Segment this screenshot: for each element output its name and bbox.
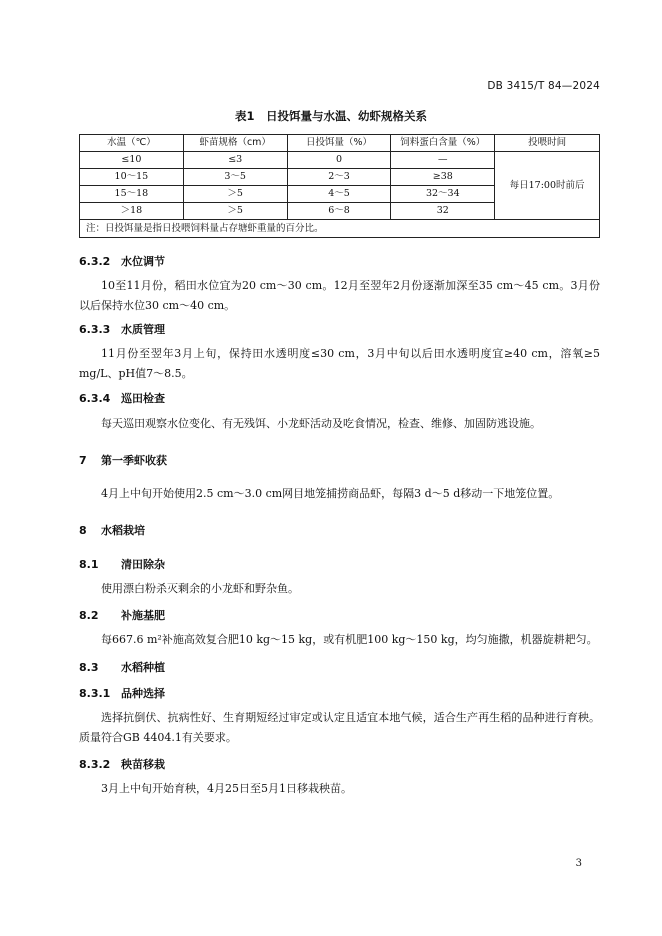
table-note-row: [80, 220, 600, 238]
section-title: 水稻栽培: [101, 524, 145, 537]
table-row: [80, 152, 600, 169]
column-header: 日投饵量（%）: [287, 135, 391, 152]
column-header: 水温（℃）: [80, 135, 184, 152]
section-heading-8-3-2: [79, 756, 165, 772]
table-cell: ≤10: [80, 152, 184, 169]
column-header: 饲料蛋白含量（%）: [391, 135, 495, 152]
document-code: DB 3415/T 84—2024: [487, 80, 600, 92]
column-header: 虾苗规格（cm）: [183, 135, 287, 152]
table-cell: 32～34: [391, 186, 495, 203]
feeding-time-cell: 每日17:00时前后: [495, 152, 600, 220]
section-title: 品种选择: [121, 687, 165, 700]
section-paragraph-6-3-2: 10至11月份，稻田水位宜为20 cm～30 cm。12月至翌年2月份逐渐加深至35 cm～45 cm。3月份以后保持水位30 cm～40 cm。: [79, 279, 600, 312]
table-header-row: [80, 135, 600, 152]
section-heading-7: [79, 452, 167, 468]
section-paragraph-8-3-2: 3月上中旬开始育秧，4月25日至5月1日移栽秧苗。: [101, 782, 352, 795]
section-number: 8.3.1: [79, 687, 111, 700]
section-number: 7: [79, 454, 87, 467]
table-cell: 0: [287, 152, 391, 169]
table-cell: —: [391, 152, 495, 169]
table-cell: ≥38: [391, 169, 495, 186]
section-heading-6-3-2: [79, 253, 165, 269]
section-heading-6-3-4: [79, 390, 165, 406]
section-number: 8.2: [79, 609, 99, 622]
section-title: 水位调节: [121, 255, 165, 268]
section-paragraph-6-3-3: 11月份至翌年3月上旬，保持田水透明度≤30 cm，3月中旬以后田水透明度宜≥40 cm，溶氧≥5 mg/L、pH值7～8.5。: [79, 347, 600, 380]
section-paragraph-7: 4月上中旬开始使用2.5 cm～3.0 cm网目地笼捕捞商品虾，每隔3 d～5 d移动一下地笼位置。: [101, 487, 560, 500]
section-title: 水质管理: [121, 323, 165, 336]
section-title: 秧苗移栽: [121, 758, 165, 771]
table-cell: 32: [391, 203, 495, 220]
section-heading-8-2: [79, 607, 165, 623]
section-title: 水稻种植: [121, 661, 165, 674]
table-cell: ＞5: [183, 186, 287, 203]
section-paragraph-8-1: 使用漂白粉杀灭剩余的小龙虾和野杂鱼。: [101, 582, 299, 595]
section-number: 8.1: [79, 558, 99, 571]
table-cell: ≤3: [183, 152, 287, 169]
section-number: 8.3: [79, 661, 99, 674]
section-title: 清田除杂: [121, 558, 165, 571]
column-header: 投喂时间: [495, 135, 600, 152]
section-heading-8-3: [79, 659, 165, 675]
table-cell: 10～15: [80, 169, 184, 186]
page-number: 3: [575, 858, 582, 869]
section-number: 8.3.2: [79, 758, 111, 771]
section-title: 巡田检查: [121, 392, 165, 405]
section-number: 8: [79, 524, 87, 537]
table-cell: 3～5: [183, 169, 287, 186]
section-heading-8: [79, 522, 145, 538]
section-number: 6.3.2: [79, 255, 111, 268]
table-cell: 4～5: [287, 186, 391, 203]
section-title: 第一季虾收获: [101, 454, 167, 467]
table-cell: 6～8: [287, 203, 391, 220]
section-heading-8-1: [79, 556, 165, 572]
section-number: 6.3.3: [79, 323, 111, 336]
section-paragraph-8-2: 每667.6 m²补施高效复合肥10 kg～15 kg，或有机肥100 kg～150 kg，均匀施撒，机器旋耕耙匀。: [101, 633, 598, 646]
section-paragraph-6-3-4: 每天巡田观察水位变化、有无残饵、小龙虾活动及吃食情况，检查、维修、加固防逃设施。: [101, 417, 541, 430]
section-title: 补施基肥: [121, 609, 165, 622]
table-cell: ＞18: [80, 203, 184, 220]
section-heading-8-3-1: [79, 685, 165, 701]
section-paragraph-8-3-1: 选择抗倒伏、抗病性好、生育期短经过审定或认定且适宜本地气候，适合生产再生稻的品种进行育秧。质量符合GB 4404.1有关要求。: [79, 711, 600, 744]
table-cell: 2～3: [287, 169, 391, 186]
section-heading-6-3-3: [79, 321, 165, 337]
table-cell: ＞5: [183, 203, 287, 220]
table-note: 注：日投饵量是指日投喂饲料量占存塘虾重量的百分比。: [80, 220, 600, 238]
table-title: 表1 日投饵量与水温、幼虾规格关系: [235, 109, 427, 123]
feeding-table: [79, 134, 600, 238]
table-cell: 15～18: [80, 186, 184, 203]
section-number: 6.3.4: [79, 392, 111, 405]
